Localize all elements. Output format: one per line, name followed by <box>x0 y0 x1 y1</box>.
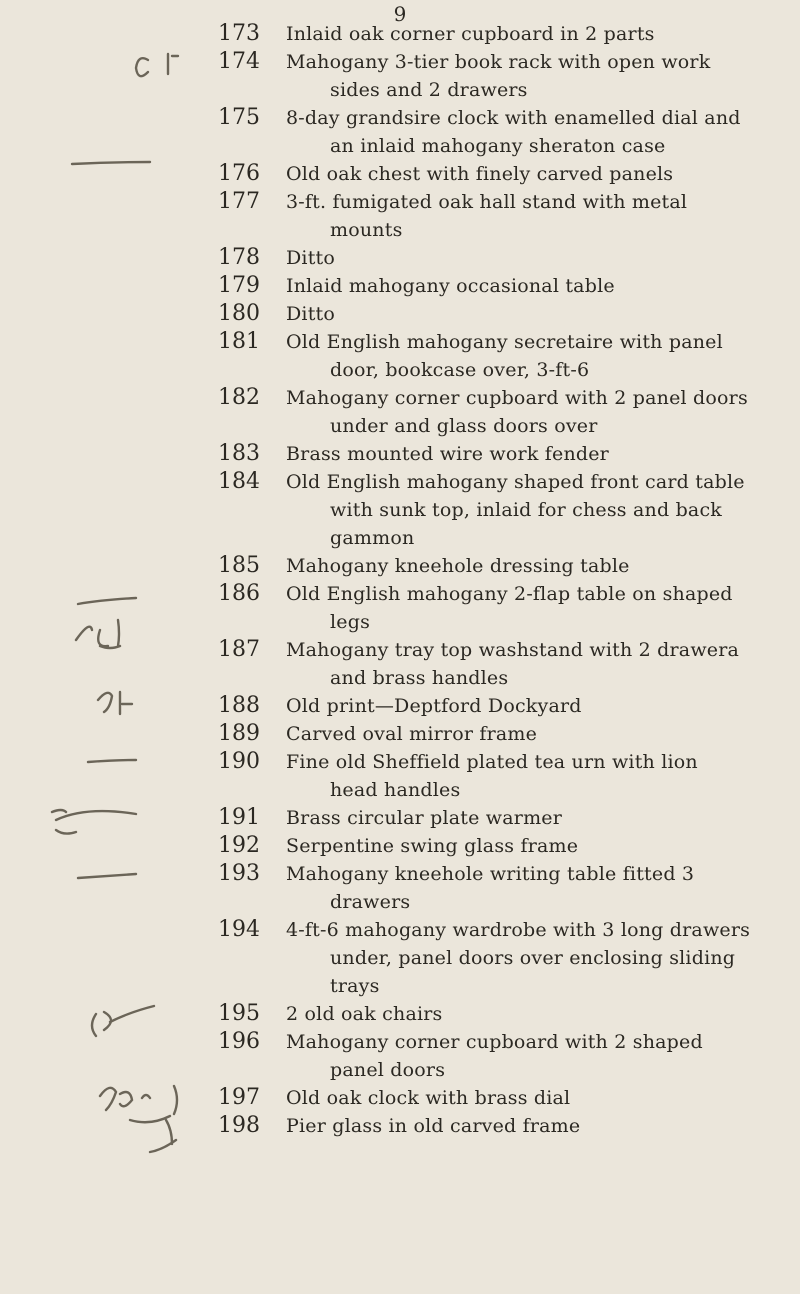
description-line: under and glass doors over <box>330 415 598 437</box>
description-line: Serpentine swing glass frame <box>286 835 579 857</box>
description-line: sides and 2 drawers <box>330 79 528 101</box>
lot-number: 198 <box>218 1113 260 1138</box>
lot-description <box>286 272 782 300</box>
lot-number: 173 <box>218 21 260 46</box>
lot-number: 192 <box>218 833 260 858</box>
description-line: with sunk top, inlaid for chess and back <box>330 499 723 521</box>
description-line: trays <box>330 975 380 997</box>
lot-description <box>286 720 782 748</box>
lot-number: 178 <box>218 245 260 270</box>
lot-number: 177 <box>218 189 260 214</box>
lot-number: 175 <box>218 105 260 130</box>
lot-number: 183 <box>218 441 260 466</box>
description-line: Mahogany 3-tier book rack with open work <box>286 51 711 73</box>
description-line: Old English mahogany 2-flap table on shaped <box>286 583 733 605</box>
description-line: an inlaid mahogany sheraton case <box>330 135 666 157</box>
lot-description <box>286 1084 782 1112</box>
lot-number: 179 <box>218 273 260 298</box>
description-line: Mahogany kneehole writing table fitted 3 <box>286 863 695 885</box>
lot-description <box>286 384 782 440</box>
page-number: 9 <box>393 2 407 26</box>
lot-number-column <box>0 0 270 1294</box>
description-line: Old print—Deptford Dockyard <box>286 695 582 717</box>
description-line: Old oak chest with finely carved panels <box>286 163 674 185</box>
lot-description <box>286 580 782 636</box>
description-line: under, panel doors over enclosing sliding <box>330 947 736 969</box>
lot-description <box>286 48 782 104</box>
description-line: Brass circular plate warmer <box>286 807 563 829</box>
description-line: drawers <box>330 891 411 913</box>
lot-description <box>286 692 782 720</box>
description-line: legs <box>330 611 371 633</box>
description-line: Ditto <box>286 303 336 325</box>
lot-description <box>286 300 782 328</box>
description-line: 3-ft. fumigated oak hall stand with metal <box>286 191 688 213</box>
description-line: Old oak clock with brass dial <box>286 1087 571 1109</box>
lot-description <box>286 188 782 244</box>
lot-number: 180 <box>218 301 260 326</box>
description-line: 8-day grandsire clock with enamelled dial and <box>286 107 741 129</box>
description-line: Brass mounted wire work fender <box>286 443 609 465</box>
lot-number: 188 <box>218 693 260 718</box>
lot-description <box>286 552 782 580</box>
description-line: Mahogany kneehole dressing table <box>286 555 630 577</box>
lot-description <box>286 20 782 48</box>
description-line: Inlaid oak corner cupboard in 2 parts <box>286 23 655 45</box>
lot-number: 186 <box>218 581 260 606</box>
description-line: Mahogany corner cupboard with 2 shaped <box>286 1031 703 1053</box>
description-line: Mahogany tray top washstand with 2 drawera <box>286 639 740 661</box>
description-line: 2 old oak chairs <box>286 1003 443 1025</box>
lot-description <box>286 832 782 860</box>
lot-number: 176 <box>218 161 260 186</box>
lot-number: 184 <box>218 469 260 494</box>
description-line: Inlaid mahogany occasional table <box>286 275 615 297</box>
lot-description <box>286 104 782 160</box>
lot-description <box>286 1028 782 1084</box>
description-line: Fine old Sheffield plated tea urn with lion <box>286 751 698 773</box>
lot-description <box>286 916 782 1000</box>
lot-number: 193 <box>218 861 260 886</box>
lot-description <box>286 160 782 188</box>
description-line: Old English mahogany shaped front card table <box>286 471 745 493</box>
description-line: and brass handles <box>330 667 509 689</box>
description-line: gammon <box>330 527 415 549</box>
lot-number: 194 <box>218 917 260 942</box>
lot-description <box>286 440 782 468</box>
description-line: panel doors <box>330 1059 446 1081</box>
lot-number: 190 <box>218 749 260 774</box>
lot-description <box>286 244 782 272</box>
lot-description <box>286 1112 782 1140</box>
description-line: Old English mahogany secretaire with panel <box>286 331 723 353</box>
lot-number: 196 <box>218 1029 260 1054</box>
lot-number: 191 <box>218 805 260 830</box>
lot-number: 181 <box>218 329 260 354</box>
lot-description <box>286 328 782 384</box>
lot-description <box>286 860 782 916</box>
lot-description <box>286 1000 782 1028</box>
description-line: mounts <box>330 219 403 241</box>
lot-number: 195 <box>218 1001 260 1026</box>
lot-description <box>286 804 782 832</box>
description-line: 4-ft-6 mahogany wardrobe with 3 long drawers <box>286 919 751 941</box>
lot-number: 185 <box>218 553 260 578</box>
lot-description <box>286 748 782 804</box>
description-line: Carved oval mirror frame <box>286 723 538 745</box>
lot-number: 174 <box>218 49 260 74</box>
description-line: Ditto <box>286 247 336 269</box>
lot-number: 197 <box>218 1085 260 1110</box>
description-line: door, bookcase over, 3-ft-6 <box>330 359 590 381</box>
lot-description <box>286 636 782 692</box>
lot-number: 182 <box>218 385 260 410</box>
lot-description <box>286 468 782 552</box>
lot-number: 189 <box>218 721 260 746</box>
description-line: Mahogany corner cupboard with 2 panel doors <box>286 387 748 409</box>
description-line: head handles <box>330 779 461 801</box>
lot-description-column <box>286 0 786 1294</box>
lot-number: 187 <box>218 637 260 662</box>
description-line: Pier glass in old carved frame <box>286 1115 581 1137</box>
